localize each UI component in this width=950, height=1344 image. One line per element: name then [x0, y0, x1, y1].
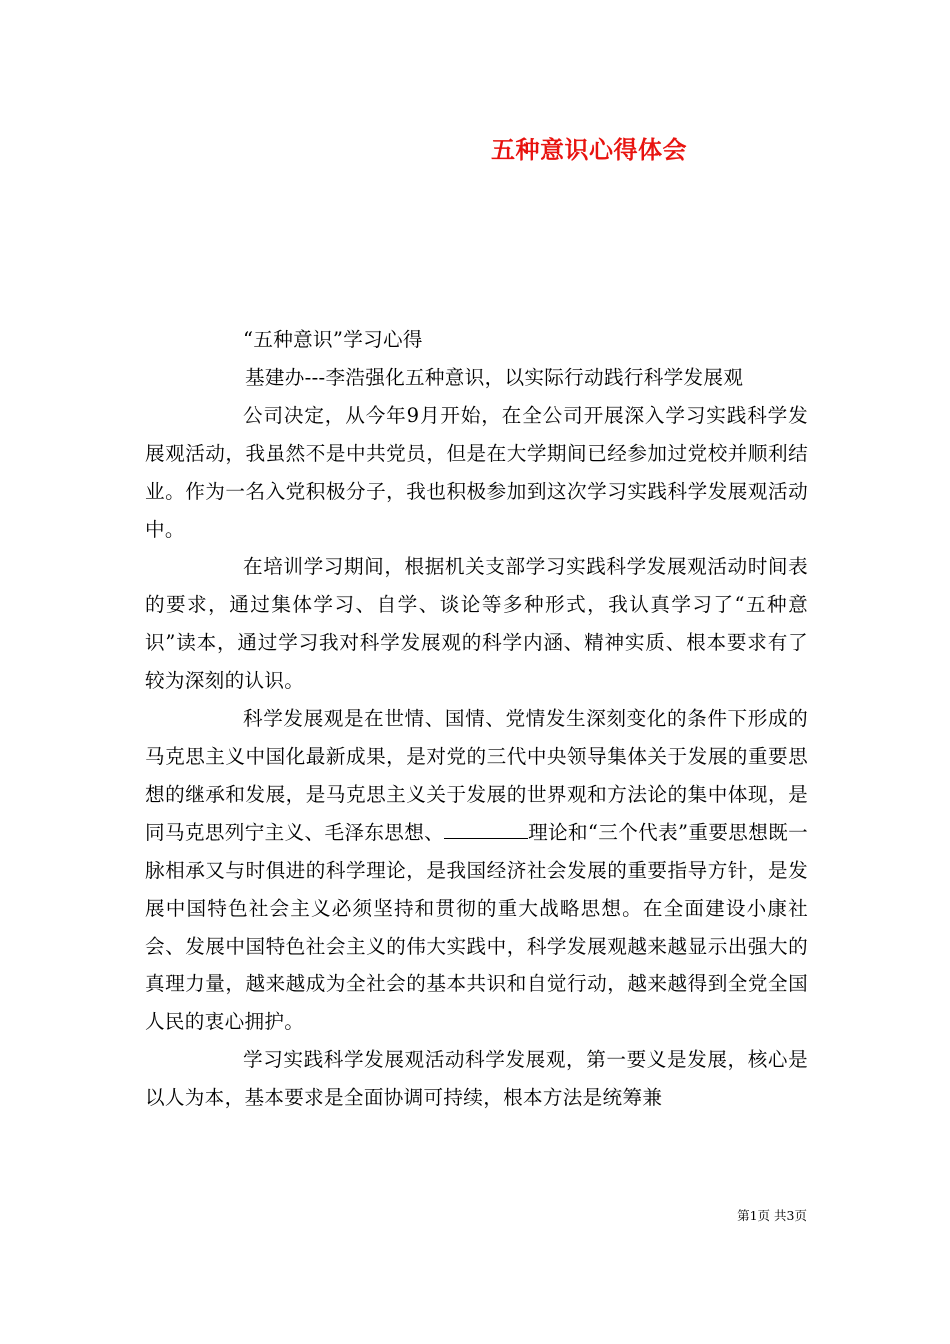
paragraph-2: 在培训学习期间，根据机关支部学习实践科学发展观活动时间表的要求，通过集体学习、自学、谈论等多种形式，我认真学习了“五种意识”读本，通过学习我对科学发展观的科学内涵、精神实质、根本要求有了较为深刻的认识。	[145, 555, 808, 693]
blank-underline	[444, 824, 528, 839]
paragraph-4: 学习实践科学发展观活动科学发展观，第一要义是发展，核心是以人为本，基本要求是全面协调可持续，根本方法是统筹兼	[145, 1048, 808, 1110]
paragraph-3-part-1: 科学发展观是在世情、国情、党情发生深刻变化的条件下形成的马克思主义中国化最新成果，是对党的三代中央领导集体关于发展的重要思想的继承和发展，是马克思主义关于发展的世界观和方法论的集中体现，是同马克思列宁主义、毛泽东思想、	[145, 707, 808, 844]
document-body	[145, 321, 808, 1117]
sub-heading: “五种意识”学习心得	[243, 328, 423, 351]
author-line: 基建办---李浩强化五种意识，以实际行动践行科学发展观	[245, 365, 744, 389]
page-indicator: 第1页 共3页	[737, 1208, 807, 1223]
document-title: 五种意识心得体会	[491, 135, 687, 164]
paragraph-3	[145, 700, 808, 1041]
paragraph-3-part-2: 理论和“三个代表”重要思想既一脉相承又与时俱进的科学理论，是我国经济社会发展的重要指导方针，是发展中国特色社会主义必须坚持和贯彻的重大战略思想。在全面建设小康社会、发展中国特色社会主义的伟大实践中，科学发展观越来越显示出强大的真理力量，越来越成为全社会的基本共识和自觉行动，越来越得到全党全国人民的衷心拥护。	[145, 820, 808, 1034]
paragraph-1: 公司决定，从今年9月开始，在全公司开展深入学习实践科学发展观活动，我虽然不是中共党员，但是在大学期间已经参加过党校并顺利结业。作为一名入党积极分子，我也积极参加到这次学习实践科学发展观活动中。	[145, 403, 808, 541]
